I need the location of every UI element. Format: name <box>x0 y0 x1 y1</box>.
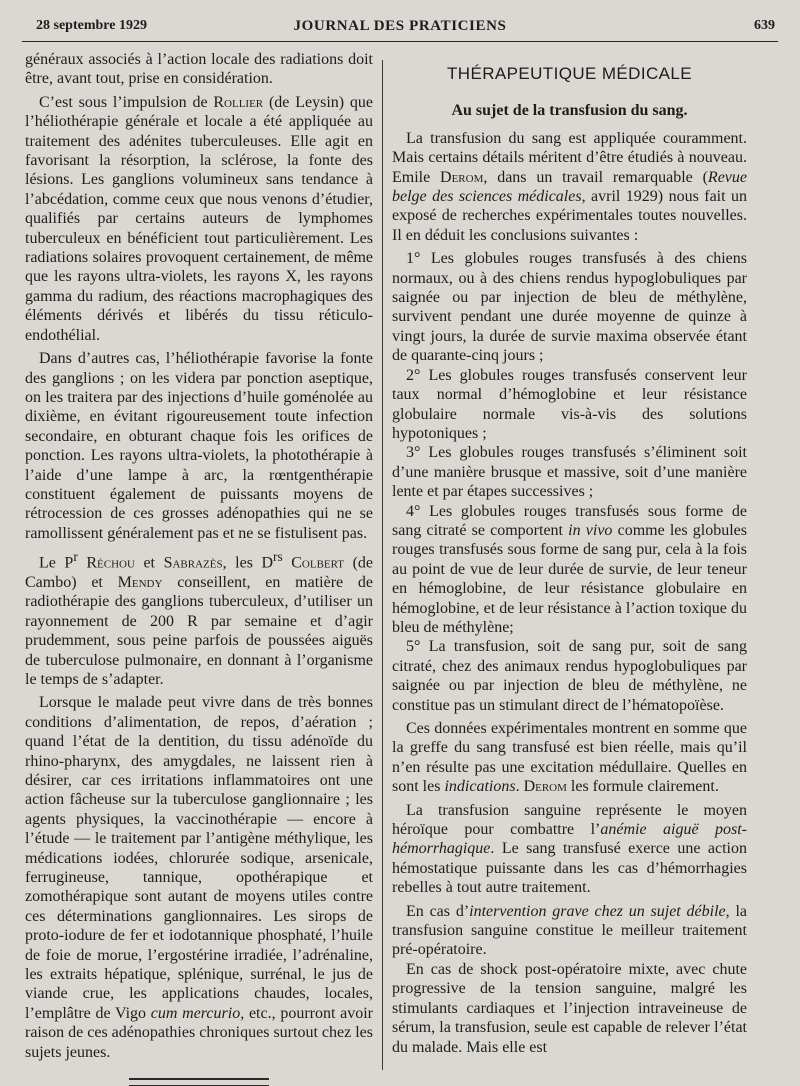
author-name: Derom <box>440 168 484 186</box>
paragraph: Lorsque le malade peut vivre dans de très bonnes conditions d’alimentation, de repos, d’aération ; quand l’état de la dentition, du tissu adénoïde du rhino-pharynx, des amygdales, ne laissent rien à désirer, car ces irritations inflammatoires ont une action fâcheuse sur la tuberculose ganglionnaire ; les agents physiques, la vaccinothérapie — encore à l’étude — le traitement par l’antigène méthylique, les médications iodées, chlorurée sodique, arsenicale, ferrugineuse, tannique, opothérapique et zomothérapique sont autant de moyens utiles contre ces déterminations ganglionnaires. Les sirops de proto-iodure de fer et iodotannique phosphaté, l’huile de foie de morue, l’ergostérine irradiée, l’adrénaline, les extraits hépatique, splénique, surrénal, le jus de viande crue, les applications chaudes, locales, l’emplâtre de Vigo cum mercurio, etc., pourront avoir raison de ces adénopathies chroniques surtout chez les sujets jeunes. <box>25 694 374 1061</box>
paragraph: En cas de shock post-opératoire mixte, avec chute progressive de la tension sanguine, malgré les stimulants cardiaques et l’injection intraveineuse de sérum, la transfusion, seule est capable de relever l’état du malade. Mais elle est <box>392 960 747 1056</box>
conclusion-item: 2° Les globules rouges transfusés conservent leur taux normal d’hémoglobine et leur résistance globulaire normale vis-à-vis des solutions hypotoniques ; <box>392 366 747 442</box>
paragraph: La transfusion du sang est appliquée couramment. Mais certains détails méritent d’être étudiés à nouveau. Emile Derom, dans un travail remarquable (Revue belge des sciences médicales, avril 1929) nous fait un exposé de recherches expérimentales toutes nouvelles. Il en déduit les conclusions suivantes : <box>392 129 747 244</box>
article-title: Au sujet de la transfusion du sang. <box>451 102 688 120</box>
author-name: Colbert <box>291 554 345 572</box>
page-number: 639 <box>754 18 775 33</box>
paragraph: Le $P^r$ Réchou et Sabrazès, les $D^{rs}$ Colbert (de Cambo) et Mendy conseillent, en matière de radiothérapie des ganglions tuberculeux, d’utiliser un rayonnement de 200 R par semaine et d’agir prudemment, sous peine parfois de poussées aiguës de tuberculose pulmonaire, en donnant à l’organisme le temps de s’adapter. <box>25 549 374 688</box>
conclusion-item: 3° Les globules rouges transfusés s’éliminent soit d’une manière brusque et massive, soit d’une manière lente et par étapes successives ; <box>392 444 747 501</box>
page-header <box>22 13 778 42</box>
author-name: Réchou <box>86 554 135 572</box>
paragraph: La transfusion sanguine représente le moyen héroïque pour combattre l’anémie aiguë post-hémorrhagique. Le sang transfusé exerce une action hémostatique puissante dans les cas d’hémorrhagies rebelles à tout autre traitement. <box>392 801 748 897</box>
conclusion-item: 5° La transfusion, soit de sang pur, soit de sang citraté, chez des animaux rendus hypoglobuliques par saignée ou par injection de bleu de méthylène, ne constitue pas un stimulant direct de l’hématopoïèse. <box>392 638 747 714</box>
header-date: 28 septembre 1929 <box>36 18 147 33</box>
paragraph: C’est sous l’impulsion de Rollier (de Leysin) que l’héliothérapie générale et locale a été appliquée au traitement des adénites tuberculeuses. Elle agit en favorisant la résorption, la sclérose, la fonte des lésions. Les ganglions volumineux sans tendance à l’abcédation, comme ceux que nous venons d’étudier, qualifiés par certains auteurs de lymphomes tuberculeux en bénéficient tout particulièrement. Les radiations solaires provoquent certainement, de même que les rayons ultra-violets, les rayons X, les rayons gamma du radium, des réactions macrophagiques des éléments dérivés et libérés du tissu réticulo-endothélial. <box>25 93 374 344</box>
left-column <box>25 50 373 1086</box>
conclusion-item: 4° Les globules rouges transfusés sous forme de sang citraté se comportent in vivo comme les globules rouges transfusés sous forme de sang pur, cela à la fois au point de vue de leur durée de survie, de leur teneur en hémoglobine, de leur résistance globulaire en hémoglobine, et de leur résistance à l’action toxique du bleu de méthylène; <box>392 502 747 636</box>
paragraph: généraux associés à l’action locale des radiations doit être, avant tout, prise en considération. <box>25 51 373 88</box>
author-name: Derom <box>523 778 567 796</box>
author-name: Mendy <box>117 573 163 591</box>
paragraph: En cas d’intervention grave chez un sujet débile, la transfusion sanguine constitue le meilleur traitement pré-opératoire. <box>392 902 748 959</box>
paragraph: Dans d’autres cas, l’héliothérapie favorise la fonte des ganglions ; on les videra par ponction aseptique, on les traitera par des injections d’huile goménolée au dixième, en évitant rigoureusement toute infection secondaire, en obturant chaque fois les orifices de ponction. Les rayons ultra-violets, la photothérapie à l’aide d’une lampe à arc, la rœntgenthérapie constituent également de puissants moyens de rétrocession de ces grosses adénopathies qui ne se ramollissent généralement pas et ne se fistulisent pas. <box>25 350 373 542</box>
conclusion-item: 1° Les globules rouges transfusés à des chiens normaux, ou à des chiens rendus hypoglobuliques par saignée ou par injection de bleu de méthylène, survivent pendant une durée moyenne de quinze à vingt jours, la durée de survie maxima observée étant de quarante-cinq jours ; <box>392 250 747 365</box>
author-name: Rollier <box>213 93 264 111</box>
author-name: Sabrazès <box>163 554 223 572</box>
article-end-rule <box>129 1078 269 1086</box>
paragraph: Ces données expérimentales montrent en somme que la greffe du sang transfusé est bien réelle, mais qu’il n’en résulte pas une excitation médullaire. Quelles en sont les indications. Derom les formule clairement. <box>392 720 747 796</box>
column-divider <box>382 60 383 1070</box>
journal-title: JOURNAL DES PRATICIENS <box>293 18 507 34</box>
right-column <box>392 50 747 1057</box>
section-title: THÉRAPEUTIQUE MÉDICALE <box>447 64 692 83</box>
